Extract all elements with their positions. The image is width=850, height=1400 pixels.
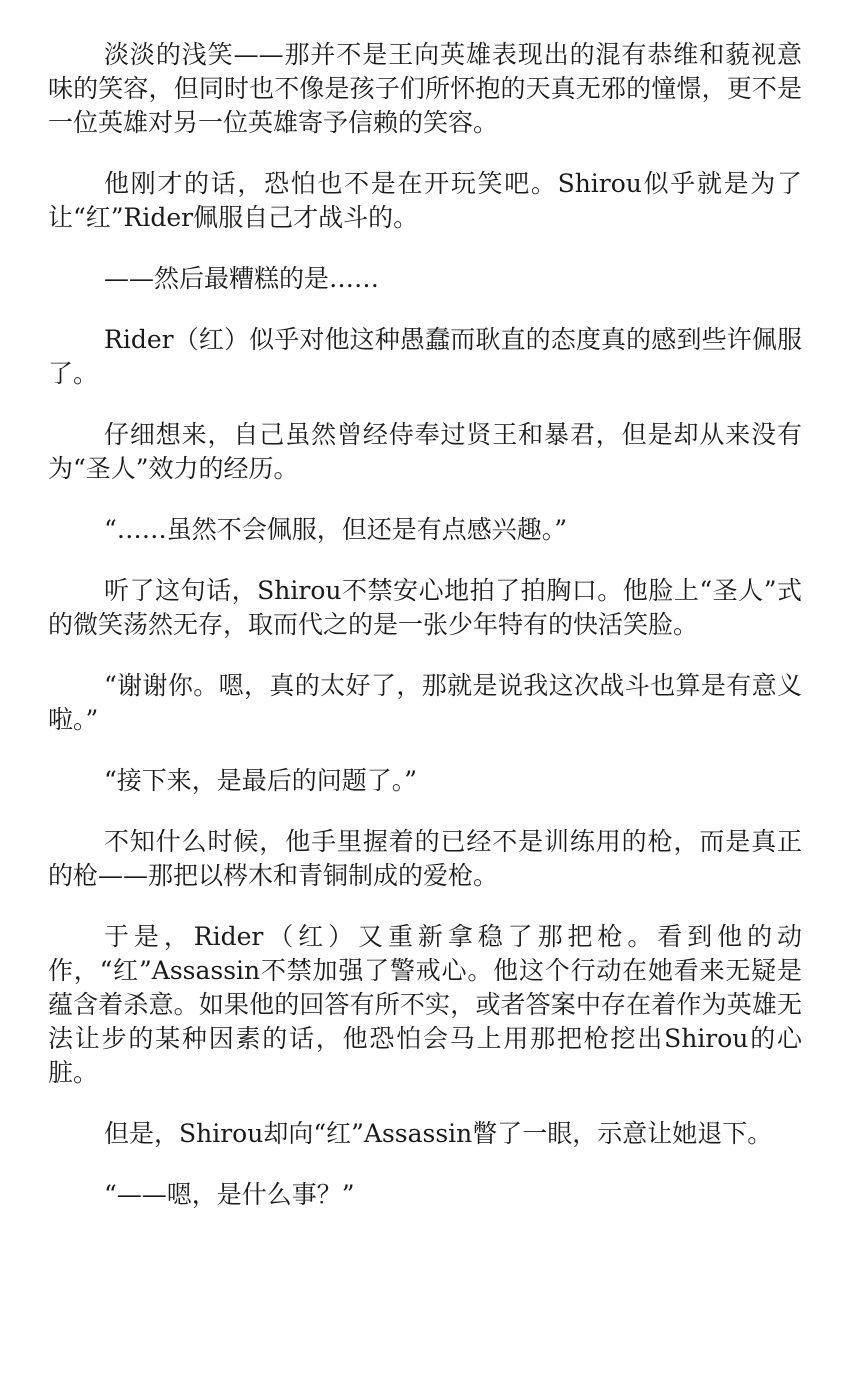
paragraph-13: “——嗯，是什么事？” [104,1180,355,1209]
paragraph-2: 他刚才的话，恐怕也不是在开玩笑吧。Shirou似乎就是为了让“红”Rider佩服自己才战斗的。 [48,169,802,232]
paragraph-4: Rider（红）似乎对他这种愚蠢而耿直的态度真的感到些许佩服了。 [48,325,802,388]
paragraph-11: 于是，Rider（红）又重新拿稳了那把枪。看到他的动作，“红”Assassin不禁加强了警戒心。他这个行动在她看来无疑是蕴含着杀意。如果他的回答有所不实，或者答案中存在着作为英雄无法让步的某种因素的话，他恐怕会马上用那把枪挖出Shirou的心脏。 [48,922,802,1087]
paragraph-7: 听了这句话，Shirou不禁安心地拍了拍胸口。他脸上“圣人”式的微笑荡然无存，取而代之的是一张少年特有的快活笑脸。 [48,576,802,639]
paragraph-3: ——然后最糟糕的是…… [104,264,380,293]
paragraph-8: “谢谢你。嗯，真的太好了，那就是说我这次战斗也算是有意义啦。” [48,671,802,734]
paragraph-10: 不知什么时候，他手里握着的已经不是训练用的枪，而是真正的枪——那把以梣木和青铜制成的爱枪。 [48,827,802,890]
paragraph-6: “……虽然不会佩服，但还是有点感兴趣。” [104,515,568,544]
paragraph-1: 淡淡的浅笑——那并不是王向英雄表现出的混有恭维和藐视意味的笑容，但同时也不像是孩子们所怀抱的天真无邪的憧憬，更不是一位英雄对另一位英雄寄予信赖的笑容。 [48,40,802,137]
paragraph-5: 仔细想来，自己虽然曾经侍奉过贤王和暴君，但是却从来没有为“圣人”效力的经历。 [48,420,802,483]
paragraph-12: 但是，Shirou却向“红”Assassin瞥了一眼，示意让她退下。 [104,1119,773,1148]
paragraph-9: “接下来，是最后的问题了。” [104,766,418,795]
